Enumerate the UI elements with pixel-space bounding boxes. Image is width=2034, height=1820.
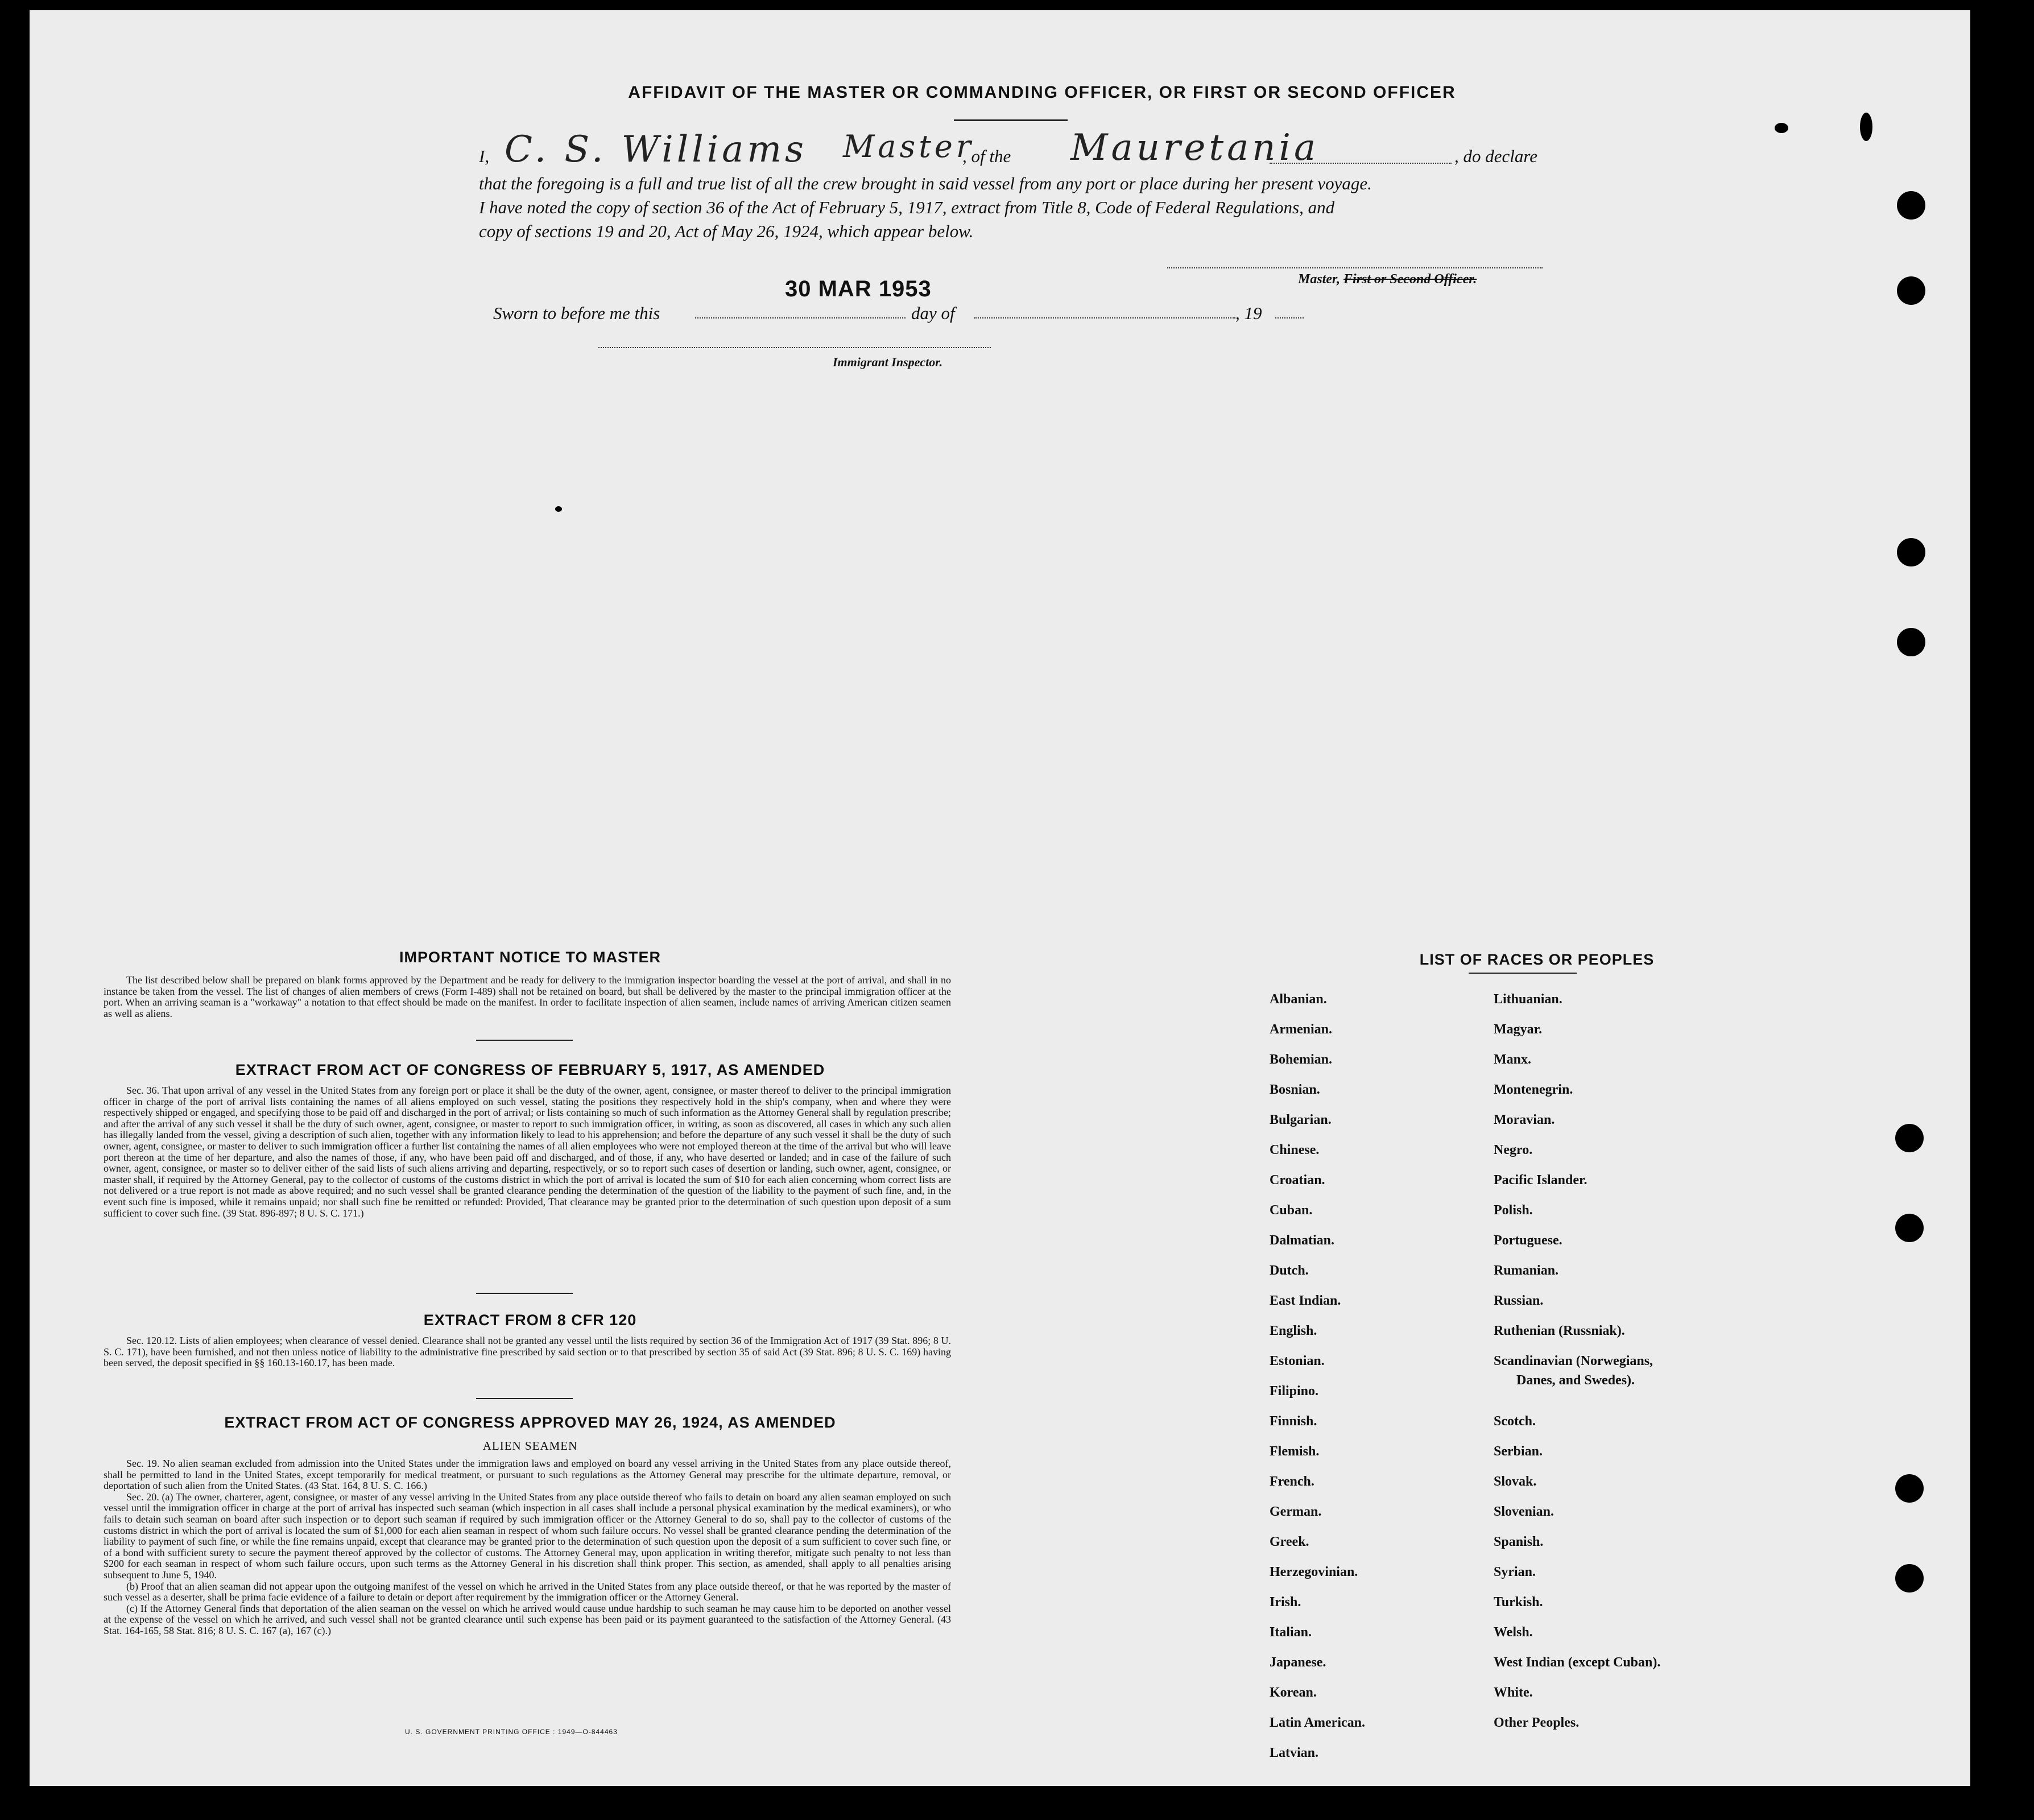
race-item: Latvian. [1270,1745,1319,1760]
vessel-dotted-line [1270,163,1452,164]
punch-hole [1895,1124,1924,1152]
race-item: Rumanian. [1494,1263,1559,1278]
master-signature-line [1167,267,1543,268]
race-item: West Indian (except Cuban). [1494,1655,1661,1670]
printer-line: U. S. GOVERNMENT PRINTING OFFICE : 1949—O-844463 [405,1728,618,1736]
race-item: Pacific Islander. [1494,1173,1587,1188]
race-item: Slovak. [1494,1474,1537,1489]
month-dotted-line [974,317,1235,318]
race-item: Bulgarian. [1270,1112,1332,1127]
race-item: Chinese. [1270,1143,1320,1157]
race-item: Serbian. [1494,1444,1543,1459]
race-item: Finnish. [1270,1414,1317,1429]
race-item: Syrian. [1494,1565,1536,1579]
race-item: Negro. [1494,1143,1533,1157]
ink-speck [1860,113,1872,141]
declaration-line-3: copy of sections 19 and 20, Act of May 26, 1924, which appear below. [479,221,974,241]
race-item: Russian. [1494,1293,1544,1308]
title-rule [954,119,1068,121]
extract-8cfr-rule [476,1398,573,1399]
vessel-handwriting: Mauretania [1070,127,1320,169]
race-item: Filipino. [1270,1384,1319,1399]
extract-1917-title: EXTRACT FROM ACT OF CONGRESS OF FEBRUARY 5, 1917, AS AMENDED [235,1061,825,1078]
notice-rule [476,1040,573,1041]
race-item: Danes, and Swedes). [1516,1373,1635,1388]
race-item: English. [1270,1323,1317,1338]
master-label: Master, First or Second Officer. [1298,272,1477,287]
race-item: Italian. [1270,1625,1312,1640]
race-item: Spanish. [1494,1534,1544,1549]
race-item: Magyar. [1494,1022,1543,1037]
extract-1924-text: Sec. 19. No alien seaman excluded from admission into the United States under the immigration laws and employed on board any vessel arriving in the United States from any place outside thereof, shall be permitted to land in the United States, except temporarily for medical treatment, or pursuant to such regulations as the Attorney General may prescribe for the ultimate departure, removal, or deportation of such alien from the United States. (43 Stat. 164, 8 U. S. C. 166.) Sec. 20. (a) The owner, charterer, agent, consignee, or master of any vessel arriving in the United States from any place outside thereof who fails to detain on board any alien seaman employed on such vessel until the immigration officer in charge at the port of arrival has inspected such seaman (which inspection in all cases shall include a personal physical examination by the medical examiners), or who fails to detain such seaman on board after such inspection or to deport such seaman if required by such immigration officer or the Attorney General to do so, shall pay to the collector of customs of the customs district in which the port of arrival is located the sum of $1,000 for each alien seaman in respect of whom such failure occurs. No vessel shall be granted clearance pending the determination of the liability to payment of such fine, or while the fine remains unpaid, except that clearance may be granted prior to the determination of such question upon the deposit of a sum sufficient to cover such fine, or of a bond with sufficient surety to secure the payment thereof approved by the collector of customs. The Attorney General may, upon application in writing therefor, mitigate such penalty to not less than $200 for each seaman in respect of whom such failure occurs, upon such terms as the Attorney General in his discretion shall think proper. This section, as amended, shall apply to all penalties arising subsequent to June 5, 1940. (b) Proof that an alien seaman did not appear upon the outgoing manifest of the vessel on which he arrived in the United States from any place outside thereof, or that he was reported by the master of such vessel as a deserter, shall be prima facie evidence of a failure to detain or deport after requirement by the immigration officer or the Attorney General. (c) If the Attorney General finds that deportation of the alien seaman on the vessel on which he arrived would cause undue hardship to such seaman he may cause him to be deported on another vessel at the expense of the vessel on which he arrived, and such vessel shall not be granted clearance until such expense has been paid or its payment guaranteed to the satisfaction of the Attorney General. (43 Stat. 164-165, 58 Stat. 816; 8 U. S. C. 167 (a), 167 (c).) [104,1458,951,1636]
punch-hole [1895,1474,1924,1503]
race-item: Cuban. [1270,1203,1313,1218]
race-item: Turkish. [1494,1595,1543,1610]
inspector-signature-line [598,347,991,348]
extract-1917-rule [476,1293,573,1294]
extract-1917-text: Sec. 36. That upon arrival of any vessel in the United States from any foreign port or place it shall be the duty of the owner, agent, consignee, or master thereof to deliver to the principal immigration officer in charge of the port of arrival lists containing the names of all aliens employed on such vessel, stating the positions they respectively hold in the ship's company, when and where they were respectively shipped or engaged, and specifying those to be paid off and discharged in the port of arrival; or lists containing so much of such information as the Attorney General shall by regulation prescribe; and after the arrival of any such vessel it shall be the duty of such owner, agent, consignee, or master to report to such immigration officer, in writing, as soon as discovered, all cases in which any such alien has illegally landed from the vessel, giving a description of such alien, together with any information likely to lead to his apprehension; and before the departure of any such vessel it shall be the duty of such owner, agent, consignee, or master to deliver to such immigration officer a further list containing the names of all alien employees who were not employed thereon at the time of the arrival but who will leave port thereon at the time of her departure, and also the names of those, if any, who have been paid off and discharged, and of those, if any, who have deserted or landed; and in case of the failure of such owner, agent, consignee, or master so to deliver either of the said lists of such aliens arriving and departing, respectively, or so to report such cases of desertion or landing, such owner, agent, consignee, or master shall, if required by the Attorney General, pay to the collector of customs of the customs district in which the port of arrival is located the sum of $10 for each alien concerning whom correct lists are not delivered or a true report is not made as above required; and no such vessel shall be granted clearance pending the determination of the question of the liability to the payment of such fine, and, in the event such fine is imposed, while it remains unpaid; nor shall such fine be remitted or refunded: Provided, That clearance may be granted prior to the determination of such question upon deposit of a sum sufficient to cover such fine. (39 Stat. 896-897; 8 U. S. C. 171.) [104,1085,951,1219]
signer-handwriting: C. S. Williams [505,129,807,171]
sworn-label: Sworn to before me this [493,303,660,323]
race-item: Bosnian. [1270,1082,1320,1097]
punch-hole [1895,1564,1924,1592]
affidavit-title: AFFIDAVIT OF THE MASTER OR COMMANDING OFFICER, OR FIRST OR SECOND OFFICER [628,83,1456,102]
notice-text: The list described below shall be prepared on blank forms approved by the Department and be ready for delivery to the immigration inspector boarding the vessel at the port of arrival, and shall in no instance be taken from the vessel. The list of changes of alien members of crews (Form I-489) shall not be retained on board, but shall be delivered by the master to the principal immigration officer at the port. When an arriving seaman is a "workaway" a notation to that effect should be made on the manifest. In order to facilitate inspection of alien seamen, include names of arriving American citizen seamen as well as aliens. [104,974,951,1019]
punch-hole [1897,628,1925,656]
sworn-day-dotted-line [695,317,906,318]
race-item: Scandinavian (Norwegians, [1494,1354,1653,1368]
race-item: Welsh. [1494,1625,1533,1640]
declaration-line-0: I, [479,146,490,166]
races-column-2 [1494,992,1835,1745]
extract-1924-title: EXTRACT FROM ACT OF CONGRESS APPROVED MAY 26, 1924, AS AMENDED [224,1414,836,1431]
year-dotted-line [1275,317,1304,318]
race-item: Portuguese. [1494,1233,1562,1248]
race-item: Croatian. [1270,1173,1325,1188]
races-column-1 [1270,992,1508,1776]
race-item: Dalmatian. [1270,1233,1334,1248]
do-declare-label: , do declare [1454,146,1538,166]
punch-hole [1895,1214,1924,1242]
race-item: Other Peoples. [1494,1715,1580,1730]
ink-speck [1775,123,1788,133]
race-item: Albanian. [1270,992,1327,1007]
race-item: Armenian. [1270,1022,1332,1037]
of-the-label: , of the [962,146,1011,166]
race-item: Lithuanian. [1494,992,1562,1007]
manifest-page [30,10,1970,1786]
race-item: Bohemian. [1270,1052,1333,1067]
race-item: German. [1270,1504,1322,1519]
date-stamp: 30 MAR 1953 [785,276,932,301]
race-item: Greek. [1270,1534,1309,1549]
day-of-label: day of [911,303,955,323]
rank-handwriting: Master [843,129,974,164]
race-item: Scotch. [1494,1414,1536,1429]
race-item: Japanese. [1270,1655,1326,1670]
ink-speck [555,506,562,512]
race-item: Irish. [1270,1595,1301,1610]
race-item: Moravian. [1494,1112,1555,1127]
race-item: East Indian. [1270,1293,1341,1308]
race-item: Montenegrin. [1494,1082,1573,1097]
punch-hole [1897,276,1925,305]
race-item: Estonian. [1270,1354,1325,1368]
race-item: Korean. [1270,1685,1317,1700]
declaration-line-2: I have noted the copy of section 36 of the Act of February 5, 1917, extract from Title 8, Code of Federal Regulations, and [479,197,1335,217]
punch-hole [1897,191,1925,220]
race-item: Dutch. [1270,1263,1309,1278]
race-item: White. [1494,1685,1533,1700]
race-item: Polish. [1494,1203,1533,1218]
race-item: Manx. [1494,1052,1531,1067]
alien-seamen-subtitle: ALIEN SEAMEN [482,1439,578,1453]
race-item: Slovenian. [1494,1504,1555,1519]
race-item: Herzegovinian. [1270,1565,1358,1579]
extract-8cfr-text: Sec. 120.12. Lists of alien employees; when clearance of vessel denied. Clearance shall not be granted any vessel until the lists required by section 36 of the Immigration Act of 1917 (39 Stat. 896; 8 U. S. C. 171), have been furnished, and not then unless notice of liability to the administrative fine prescribed by said section or to that prescribed by section 35 of said Act (39 Stat. 896; 8 U. S. C. 169) having been served, the deposit specified in §§ 160.13-160.17, has been made. [104,1335,951,1369]
race-item: French. [1270,1474,1314,1489]
year-label: , 19 [1235,303,1262,323]
punch-hole [1897,538,1925,566]
extract-8cfr-title: EXTRACT FROM 8 CFR 120 [423,1312,637,1329]
race-item: Latin American. [1270,1715,1365,1730]
inspector-label: Immigrant Inspector. [833,355,943,369]
races-rule [1469,973,1577,974]
race-item: Ruthenian (Russniak). [1494,1323,1625,1338]
notice-title: IMPORTANT NOTICE TO MASTER [399,949,661,966]
declaration-line-1: that the foregoing is a full and true list of all the crew brought in said vessel from any port or place during her present voyage. [479,173,1372,193]
race-item: Flemish. [1270,1444,1320,1459]
races-title: LIST OF RACES OR PEOPLES [1419,951,1655,968]
